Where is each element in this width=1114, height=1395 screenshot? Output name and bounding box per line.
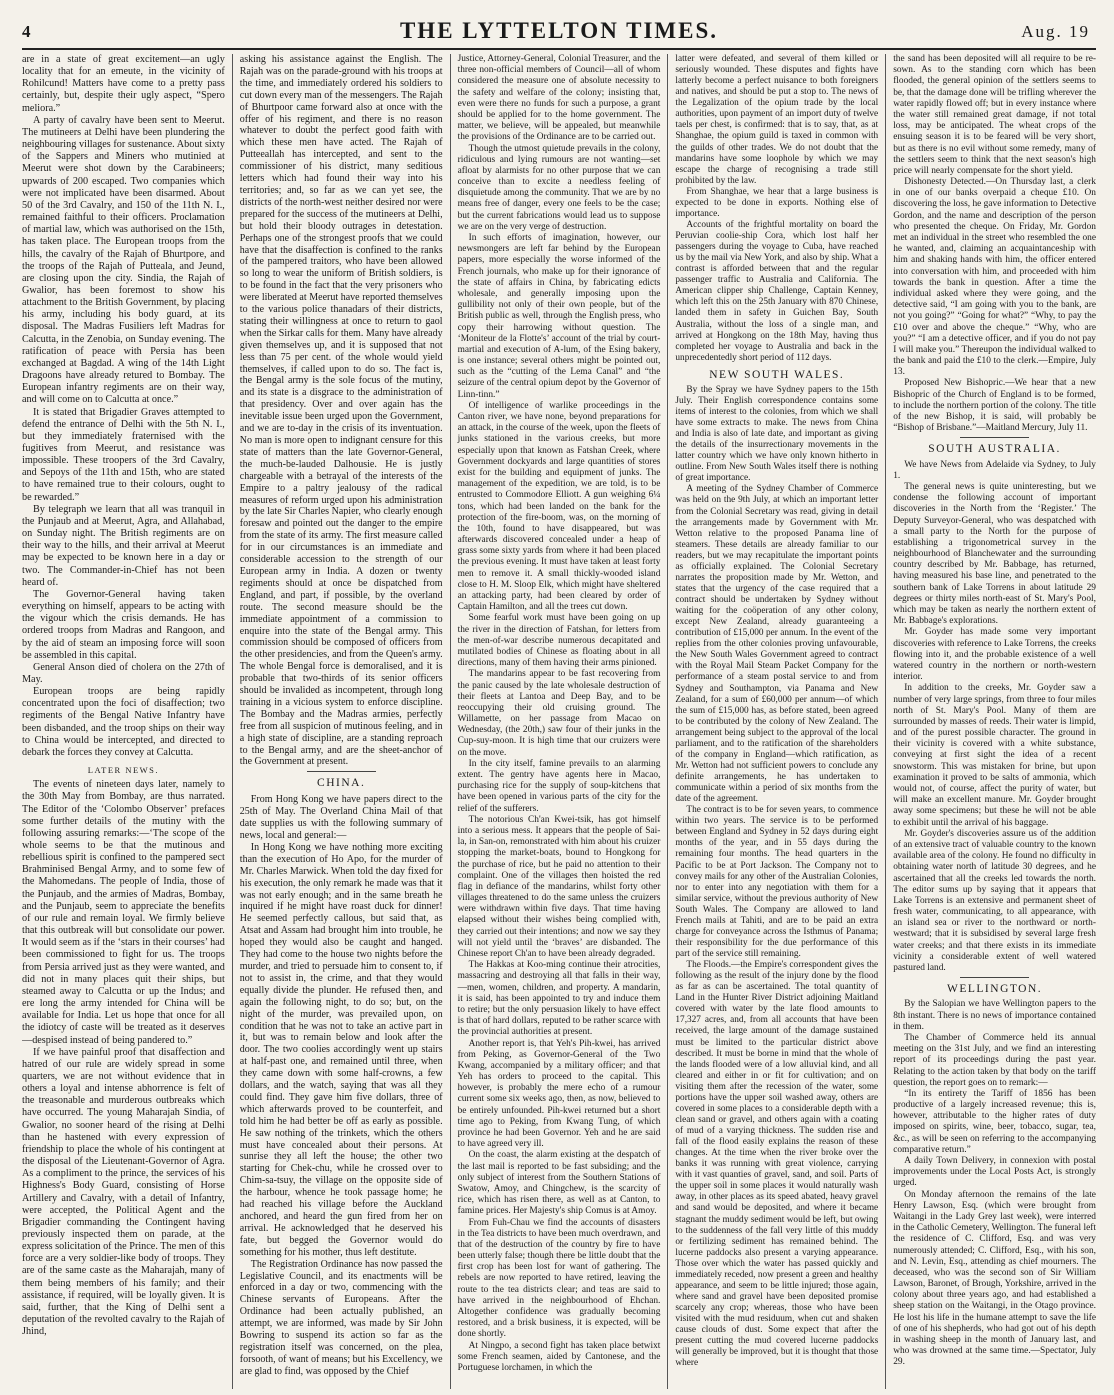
issue-date: Aug. 19 (1021, 22, 1090, 41)
article-paragraph: Dishonesty Detected.—On Thursday last, a clerk in one of our banks overpaid a cheque £10. On discovering the loss, he gave information to Detective Gordon, and the name and description of the person who presented the cheque. On Friday, Mr. Gordon met an individual in the street who resembled the one he wanted, and, claiming an acquaintanceship with him and shaking hands with him, the officer entered into conversation with him, and proceeded with him towards the bank in question. After a time the individual asked where they were going, and the detective said, “I am going with you to the bank, are not you going?” “Going for what?” “Why, to pay the £10 over and above the cheque.” “Why, who are you?” “I am a detective officer, and if you do not pay I will make you.” Thereupon the individual walked to the bank and paid the £10 to the clerk.—Empire, July 13. (893, 177, 1096, 378)
article-paragraph: Proposed New Bishopric.—We hear that a new Bishopric of the Church of England is to be formed, to include the northern portion of the colony. The title of the new Bishop, it is said, will probably be “Bishop of Brisbane.”—Maitland Mercury, July 11. (893, 378, 1096, 434)
article-paragraph: From Hong Kong we have papers direct to the 25th of May. The Overland China Mail of that date supplies us with the following summary of news, local and general:— (239, 794, 443, 841)
column-2 (232, 54, 450, 1389)
article-paragraph: In addition to the creeks, Mr. Goyder saw a number of very large springs, from three to four miles north of St. Mary's Pool. Many of them are surrounded by masses of reeds. Their water is limpid, and of the purest possible character. The ground in their vicinity is covered with a white substance, conveying at first sight the idea of a recent snowstorm. This was mistaken for brine, but upon examination it proved to be salts of ammonia, which would not, of course, affect the purity of water, but will make an excellent manure. Mr. Goyder brought away some specimens; but these he will not be able to exhibit until the arrival of his baggage. (893, 683, 1096, 828)
article-paragraph: Justice, Attorney-General, Colonial Treasurer, and the three non-official members of Council—all of whom considered the measure one of absolute necessity to the safety and welfare of the colony; insisting that, even were there no funds for such a purpose, a grant should be applied for to the home government. The matter, we believe, will be appealed, but meanwhile the provisions of the Ordinance are to be carried out. (457, 54, 661, 143)
article-paragraph: In Hong Kong we have nothing more exciting than the execution of Ho Apo, for the murder of Mr. Charles Marwick. When told the day fixed for his execution, the only remark he made was that it was not early enough; and in the same breath he inquired if he might have roast duck for dinner! He seemed perfectly callous, but said that, as Atsat and Assam had brought him into trouble, he hoped they would also be caught and hanged. They had come to the house two nights before the murder, and tried to persuade him to consent to, if not to assist in, the crime, and that they would equally divide the plunder. He refused then, and again the following night, to do so; but, on the night of the murder, was prevailed upon, on condition that he was not to take an active part in it, but was to remain below and look after the door. The two coolies accordingly went up stairs at half-past one, and remained until three, when they came down with some half-crowns, a few dollars, and the watch, saying that was all they could find. They gave him five dollars, three of which afterwards proved to be counterfeit, and told him he had better be off as early as possible. He saw nothing of the trinkets, which the others must have concealed about their persons. At sunrise they all left the house; the other two starting for Chek-chu, while he crossed over to Chim-sa-tsuy, the village on the opposite side of the harbour, whence he took passage home; he had reached his village before the Auckland anchored, and heard the gun fired from her on arrival. He acknowledged that he deserved his fate, but begged the Governor would do something for his mother, thus left destitute. (239, 841, 443, 1258)
section-divider (307, 771, 376, 772)
article-paragraph: We have News from Adelaide via Sydney, to July 1. (893, 459, 1096, 481)
article-paragraph: From Fuh-Chau we find the accounts of disasters in the Tea districts to have been much overdrawn, and that of the destruction of the country by fire to have been utterly false; though there be little doubt that the first crop has been lost for want of gathering. The rebels are now reported to have retired, leaving the route to the tea districts clear; and teas are said to have arrived in the neighbourhood of Ehchan. Altogether confidence was gradually becoming restored, and a brisk business, it is expected, will be done shortly. (457, 1217, 661, 1340)
article-paragraph: The Registration Ordinance has now passed the Legislative Council, and its enactments will be enforced in a day or two, commencing with the Chinese servants of Europeans. After the Ordinance had been actually published, an attempt, we are informed, was made by Sir John Bowring to suspend its action so far as the registration itself was concerned, on the plea, forsooth, of want of means; but his Excellency, we are glad to find, was opposed by the Chief (239, 1258, 443, 1377)
section-heading: CHINA. (317, 777, 366, 790)
article-paragraph: “In its entirety the Tariff of 1856 has been productive of a largely increased revenue; this is, however, attributable to the higher rates of duty imposed on spirits, wine, beer, tobacco, sugar, tea, &c., as will be seen on referring to the accompanying comparative return.” (893, 1088, 1096, 1155)
article-paragraph: Mr. Goyder's discoveries assure us of the addition of an extensive tract of valuable country to the known available area of the colony. He found no difficulty in obtaining water north of latitude 30 degrees, and he ascertained that all the creeks led towards the north. The editor sums up by saying that it appears that Lake Torrens is an extensive and permanent sheet of fresh water, communicating, to all appearance, with an island sea or river to the northward or north-westward; that it is subsidised by several large fresh water creeks; and that there exists in its immediate vicinity a considerable extent of well watered pastured land. (893, 828, 1096, 973)
article-paragraph: A daily Town Delivery, in connexion with postal improvements under the Local Posts Act, is strongly urged. (893, 1156, 1096, 1189)
article-paragraph: By telegraph we learn that all was tranquil in the Punjaub and at Meerut, Agra, and Allahabad, on Sunday night. The British regiments are on their way to the hills, and their arrival at Meerut may be expected to be known here in a day or two. The Commander-in-Chief has not been heard of. (22, 503, 225, 588)
article-paragraph: The Governor-General having taken everything on himself, appears to be acting with the vigour which the crisis demands. He has ordered troops from Madras and Rangoon, and by the aid of steam an imposing force will soon be assembled in this capital. (22, 588, 225, 661)
column-4 (667, 54, 885, 1389)
article-paragraph: Though the utmost quietude prevails in the colony, ridiculous and lying rumours are not wanting—set afloat by alarmists for no other purpose that we can conceive than to excite a needless feeling of disquietude among the community. That we are by no means free of danger, every one feels to be the case; but the current fabrications would lead us to suppose we are on the very verge of destruction. (457, 143, 661, 232)
article-paragraph: General Anson died of cholera on the 27th of May. (22, 661, 225, 685)
column-1 (22, 54, 232, 1389)
article-paragraph: A meeting of the Sydney Chamber of Commerce was held on the 9th July, at which an important letter from the Colonial Secretary was read, giving in detail the arrangements made by Government with Mr. Wetton relative to the proposed Panama line of steamers. These details are already familiar to our readers, but we may recapitulate the important points as officially explained. The Colonial Secretary narrates the proposition made by Mr. Wetton, and states that the urgency of the case required that a contract should be undertaken by Sydney without waiting for the coöperation of any other colony, except New Zealand, already guaranteeing a contribution of £15,000 per annum. In the event of the replies from the other colonies proving unfavourable, the New South Wales Government agreed to contract with the Royal Mail Steam Packet Company for the performance of a steam postal service to and from Sydney and Southampton, via Panama and New Zealand, for a sum of £60,000 per annum—of which the sum of £15,000 has, as before stated, been agreed to be contributed by the colony of New Zealand. The arrangement being subject to the approval of the local parliament, and to the ratification of the shareholders of the company in England—which ratification, as Mr. Wetton had not sufficient powers to conclude any definite arrangements, he has undertaken to communicate within a period of six months from the date of the agreement. (675, 484, 879, 805)
article-paragraph: Some fearful work must have been going on up the river in the direction of Fatshan, for letters from the men-of-war describe numerous decapitated and mutilated bodies of Chinese as floating about in all directions, many of them having their arms pinioned. (457, 613, 661, 669)
article-paragraph: The Hakkas at Koo-ming continue their atrocities, massacring and destroying all that falls in their way,—men, women, children, and property. A mandarin, it is said, has been appointed to try and induce them to retire; but the only persuasion likely to have effect is that of hard dollars, reputed to be rather scarce with the provincial authorities at present. (457, 960, 661, 1038)
article-paragraph: In the city itself, famine prevails to an alarming extent. The gentry have agents here in Macao, purchasing rice for the supply of soup-kitchens that have been opened in various parts of the city for the relief of the sufferers. (457, 758, 661, 814)
article-paragraph: The notorious Ch'an Kwei-tsik, has got himself into a serious mess. It appears that the people of Sai-la, in San-on, remonstrated with him about his cruizer stopping the market-boats, bound to Hongkong for the purchase of rice, but he paid no attention to their complaint. One of the villages then hoisted the red flag in defiance of the mandarins, whilst forty other villages threatened to do the same unless the cruizers were withdrawn within five days. That time having elapsed without their wishes being complied with, they carried out their intentions; and now we say they will not yield until the ‘braves’ are disbanded. The Chinese report Ch'an to have been already degraded. (457, 814, 661, 959)
column-3 (450, 54, 668, 1389)
article-paragraph: European troops are being rapidly concentrated upon the foci of disaffection; two regiments of the Bengal Native Infantry have been disbanded, and the troop ships on their way to China would be intercepted, and directed to debark the forces they convey at Calcutta. (22, 686, 225, 758)
newspaper-title: THE LYTTELTON TIMES. (399, 18, 719, 43)
article-paragraph: It is stated that Brigadier Graves attempted to defend the entrance of Delhi with the 5th N. I., but they immediately fraternised with the fugitives from Meerut, and resistance was impossible. These troopers of the 3rd Cavalry, and Sepoys of the 11th and 15th, who are stated to have remained true to their colours, ought to be rewarded.” (22, 406, 225, 503)
article-paragraph: latter were defeated, and several of them killed or seriously wounded. These disputes and fights have latterly become a perfect nuisance to both foreigners and natives, and should be put a stop to. The news of the Legalization of the opium trade by the local authorities, upon payment of an import duty of twelve taels per chest, is confirmed: that is to say, that, as at Shanghae, the opium guild is taxed in common with the guilds of other trades. We do not doubt that the mandarins have some loophole by which we may escape the charge of recognising a trade still prohibited by the law. (675, 54, 879, 186)
section-divider (960, 437, 1029, 438)
column-5 (885, 54, 1096, 1389)
article-paragraph: If we have painful proof that disaffection and hatred of our rule are widely spread in some quarters, we are not without evidence that in others a loyal and intense abhorrence is felt of the treasonable and murderous outbreaks which have occurred. The young Maharajah Sindia, of Gwalior, no sooner heard of the rising at Delhi than he hastened with every expression of friendship to place the whole of his contingent at the disposal of the Lieutenant-Governor of Agra. As a compliment to the prince, the services of his Highness's Body Guard, consisting of Horse Artillery and Cavalry, with a detail of Infantry, were accepted, the Political Agent and the Brigadier commanding the Contingent having previously inspected them on parade, at the express solicitation of the Prince. The men of this force are a very soldier-like body of troops. They are of the same caste as the Maharajah, many of them being members of his family; and their assistance, if required, will be loyally given. It is said, further, that the King of Delhi sent a deputation of the revolted cavalry to the Rajah of Jhind, (22, 1046, 225, 1338)
article-paragraph: The Chamber of Commerce held its annual meeting on the 31st July, and we find an interesting report of its proceedings during the past year. Relating to the action taken by that body on the tariff question, the report goes on to remark:— (893, 1032, 1096, 1088)
article-paragraph: are in a state of great excitement—an ugly locality that for an emeute, in the vicinity of Rohilcund! Matters have come to a pretty pass certainly, but, despite their ugly aspect, “Spero meliora.” (22, 54, 225, 114)
article-paragraph: Another report is, that Yeh's Pih-kwei, has arrived from Peking, as Governor-General of the Two Kwang, accompanied by a military officer; and that Yeh has orders to proceed to the capital. This however, is probably the mere echo of a rumour current some six weeks ago, then, as now, believed to be entirely unfounded. Pih-kwei returned but a short time ago to Peking, from Kwang Tung, of which province he had been Governor. Yeh and he are said to have agreed very ill. (457, 1038, 661, 1150)
section-heading: WELLINGTON. (947, 983, 1043, 996)
article-paragraph: By the Spray we have Sydney papers to the 15th July. Their English correspondence contains some items of interest to the colonies, from which we shall have some extracts to make. The news from China and India is also of late date, and important as giving the details of the insurrectionary movements in the latter country which we have only known hitherto in outline. From New South Wales itself there is nothing of great importance. (675, 384, 879, 484)
article-paragraph: On Monday afternoon the remains of the late Henry Lawson, Esq. (which were brought from Waitangi in the Lady Grey last week), were interred in the Catholic Cemetery, Wellington. The funeral left the residence of C. Clifford, Esq. and was very numerously attended; C. Clifford, Esq., with his son, and N. Levin, Esq., attending as chief mourners. The deceased, who was the second son of Sir William Lawson, Baronet, of Brough, Yorkshire, arrived in the colony about three years ago, and had established a sheep station on the Waitangi, in the Otago province. He lost his life in the humane attempt to save the life of one of his shepherds, who had got out of his depth in washing sheep in the month of January last, and who was drowned at the same time.—Spectator, July 29. (893, 1189, 1096, 1368)
article-paragraph: The mandarins appear to be fast recovering from the panic caused by the late wholesale destruction of their fleets at Lantoa and Deep Bay, and to be reoccupying their old cruising ground. The Willamette, on her passage from Macao on Wednesday, (the 20th,) saw four of their junks in the Cup-suy-moon. It is high time that our cruizers were on the move. (457, 669, 661, 758)
section-heading: NEW SOUTH WALES. (709, 368, 845, 381)
article-paragraph: From Shanghae, we hear that a large business is expected to be done in exports. Nothing else of importance. (675, 186, 879, 219)
article-paragraph: The events of nineteen days later, namely to the 30th May from Bombay, are thus narrated. The Editor of the ‘Colombo Observer’ prefaces some further details of the mutiny with the following assuring remarks:—‘The scope of the whole seems to be that the mutinous and rebellious spirit is confined to the pampered sect Brahminised Bengal Army, and to some few of the Mahomedans. The people of India, those of the Punjaub, and the armies of Madras, Bombay, and the Punjaub, seem to appreciate the benefits of our rule and remain loyal. We firmly believe that this outbreak will but consolidate our power. It would seem as if the ‘stars in their courses’ had been commissioned to fight for us. The troops from Persia arrived just as they were wanted, and did not in many places quit their ships, but steamed away to Calcutta or up the Indus; and ere long the army intended for China will be available for India. Let us hope that once for all the idiotcy of caste will be treated as it deserves—despised instead of being pandered to.” (22, 779, 225, 1046)
article-paragraph: asking his assistance against the English. The Rajah was on the parade-ground with his troops at the time, and immediately ordered his soldiers to cut down every man of the messengers. The Rajah of Bhurtpoor came forward also at once with the offer of his regiment, and there is no reason whatever to doubt the perfect good faith with which these men have acted. The Rajah of Putteeallah has intercepted, and sent to the commissioner of his district, many seditious letters which had found their way into his territories; and, so far as we can yet see, the districts of the north-west neither desired nor were prepared for the success of the mutineers at Delhi, but hold their bloody outrages in detestation. Perhaps one of the strongest proofs that we could have that the disaffection is confined to the ranks of the pampered traitors, who have been allowed so long to wear the uniform of British soldiers, is to be found in the fact that the very prisoners who were liberated at Meerut have reported themselves to the various police thanadars of their districts, stating their willingness at once to return to gaol when the Sirkar calls for them. Many have already given themselves up, and it is supposed that not less than 75 per cent. of the whole would yield themselves, if called upon to do so. The fact is, the Bengal army is the sole focus of the mutiny, and its state is a disgrace to the administration of that presidency. Over and over again has the inevitable issue been urged upon the Government, and we are to-day in the crisis of its inventuation. No man is more open to indignant censure for this state of matters than the late Governor-General, the much-be-lauded Dalhousie. He is justly chargeable with a betrayal of the interests of the Empire to a paltry jealousy of the radical measures of reform urged upon his administration by the late Sir Charles Napier, who clearly enough foresaw and pointed out the danger to the empire from the state of its army. The first measure called for in our circumstances is an immediate and considerable accession to the strength of our European army in India. A dozen or twenty regiments should at once be dispatched from England, and part, if possible, by the overland route. The second measure should be the immediate appointment of a commission to enquire into the state of the Bengal army. This commission should be composed of officers from the other presidencies, and from the Queen's army. The whole Bengal force is demoralised, and it is probable that two-thirds of its senior officers should be invalided as incompetent, through long training in a vicious system to enforce discipline. The Bombay and the Madras armies, perfectly free from all suspicion of mutinous feeling, and in a high state of discipline, are a standing reproach to the Bengal army, and are the sheet-anchor of the Government at present. (239, 54, 443, 768)
article-paragraph: A party of cavalry have been sent to Meerut. The mutineers at Delhi have been plundering the neighbouring villages for sustenance. About sixty of the Sappers and Miners who mutinied at Meerut were shot down by the Carabineers; upwards of 200 escaped. Two companies which were not implicated have been disarmed. About 50 of the 3rd Cavalry, and 150 of the 11th N. I., remained faithful to their officers. Proclamation of martial law, which was authorised on the 15th, has taken place. The European troops from the hills, the cavalry of the Rajah of Bhurtpore, and the troops of the Rajah of Putteala, and Jeund, are closing upon the city. Sindia, the Rajah of Gwalior, has been foremost to show his attachment to the British Government, by placing his army, including his body guard, at its disposal. The Madras Fusiliers left Madras for Calcutta, in the Zenobia, on Sunday evening. The ratification of peace with Persia has been exchanged at Bagdad. A wing of the 14th Light Dragoons have already retured to Bombay. The European infantry regiments are on their way, and will come on to Calcutta at once.” (22, 114, 225, 406)
article-paragraph: In such efforts of imagination, however, our newsmongers are left far behind by the European papers, more especially the worse informed of the French journals, who make up for their ignorance of the state of affairs in China, by fabricating edicts wholesale, and generally imposing upon the gullibility not only of their own people, but of the British public as well, through the English press, who copy their harrowing without question. The ‘Moniteur de la Flotte's’ account of the trial by court-martial and execution of A-lum, of the Esing bakery, is one instance; several others might be pointed out, such as the “cutting of the Lema Canal” and “the seizure of the central opium depot by the Governor of Linn-tinn.” (457, 233, 661, 400)
page-number: 4 (22, 22, 31, 41)
article-paragraph: Of intelligence of warlike proceedings in the Canton river, we have none, beyond preparations for an attack, in the course of the week, upon the fleets of junks stationed in the various creeks, but more especially upon that known as Fatshan Creek, where Government dockyards and large quantities of stores exist for the building and equipment of junks. The management of the expedition, we are told, is to be entrusted to Commodore Elliott. A gun weighing 6¼ tons, which had been landed on the bank for the protection of the fire-boom, was, on the morning of the 10th, found to have disappeared, but was afterwards discovered concealed under a heap of grass some sixty yards from where it had been placed the previous evening. It must have taken at least forty men to remove it. A small thickly-wooded island close to H. M. Sloop Elk, which might have sheltered an attacking party, had been cleared by order of Captain Hamilton, and all the trees cut down. (457, 400, 661, 613)
article-paragraph: The general news is quite uninteresting, but we condense the following account of important discoveries in the North from the ‘Register.’ The Deputy Surveyor-General, who was despatched with a small party to the North for the purpose of establishing a trigonometrical survey in the neighbourhood of Blanchewater and the surrounding country described by Mr. Babbage, has returned, having measured his base line, and penetrated to the southern bank of Lake Torrens in about latitude 29 degrees or thirty miles north-east of St. Mary's Pool, which may be taken as nearly the northern extent of Mr. Babbage's explorations. (893, 481, 1096, 627)
article-paragraph: The Floods.—the Empire's correspondent gives the following as the result of the injury done by the flood as far as can be ascertained. The total quantity of Land in the Hunter River District adjoining Maitland covered with water by the late flood amounts to 17,327 acres, and, from all accounts that have been received, the large amount of the damage sustained must be limited to the particular district above described. It must be borne in mind that the whole of the lands flooded were of a low alluvial kind, and all cleared and either in or fit for cultivation; and on visiting them after the recession of the water, some portions have the upper soil washed away, others are covered in some places to a considerable depth with a clean sand or gravel, and others again with a coating of mud of a varying thickness. The sudden rise and fall of the flood easily explains the reason of these changes. At the time when the river broke over the banks it was running with great violence, carrying with it vast quanties of gravel, sand, and soil. Parts of the upper soil in some places it would naturally wash away, in other places as its speed abated, heavy gravel and sand would be deposited, and where it became stagnant the muddy sediment would be left, but owing to the suddenness of the fall very little of this muddy or fertilizing sediment has remained behind. The lucerne paddocks also present a varying appearance. Those over which the water has passed quickly and immediately receded, now present a green and healthy appearance, and seem to be little injured; those again, where sand and gravel have been deposited promise scarcely any crop; whereas, those who have been visited with the mud residuum, when cut and shaken cause clouds of dust. Some expect that after the present cutting the mud covered lucerne paddocks will generally be improved, but it is thought that those where (675, 960, 879, 1369)
subsection-heading: LATER NEWS. (87, 765, 160, 776)
section-divider (960, 977, 1029, 978)
masthead (22, 14, 1096, 50)
article-paragraph: Accounts of the frightful mortality on board the Peruvian coolie-ship Cora, which lost half her passengers during the voyage to Cuba, have reached us by the mail via New York, and also by ship. What a contrast is afforded between that and the regular passenger traffic to Australia and California. The American clipper ship Challenge, Captain Kenney, which left this on the 25th January with 870 Chinese, landed them in safety in Guichen Bay, South Australia, without the loss of a single man, and arrived at Hongkong on the 18th May, having thus completed her voyage to Australia and back in the unprecedentedly short period of 112 days. (675, 219, 879, 363)
article-paragraph: At Ningpo, a second fight has taken place betwixt some French seamen, aided by Cantonese, and the Portuguese lorchamen, in which the (457, 1340, 661, 1373)
section-heading: SOUTH AUSTRALIA. (928, 443, 1061, 456)
article-paragraph: The contract is to be for seven years, to commence within two years. The service is to be performed between England and Sydney in 52 days during eight months of the year, and in 55 days during the remaining four months. The head quarters in the Pacific to be at Port Jackson. The Company not to convey mails for any other of the Australian Colonies, nor to enter into any negotiation with them for a similar service, without the previous authority of New South Wales. The Company are allowed to land French mails at Tahiti, and are to be paid an extra charge for conveyance across the Isthmus of Panama; their responsibility for the due performance of this part of the service still remaining. (675, 805, 879, 959)
article-paragraph: On the coast, the alarm existing at the despatch of the last mail is reported to be fast subsiding; and the only subject of interest from the Southern Stations of Swatow, Amoy, and Chingchew, is the scarcity of rice, which has risen there, as well as at Canton, to famine prices. Her Majesty's ship Comus is at Amoy. (457, 1150, 661, 1217)
article-paragraph: the sand has been deposited will all require to be re-sown. As to the standing corn which has been flooded, the general opinion of the settlers seems to be, that the damage done will be trifling wherever the water rapidly flowed off; but in every instance where the water still remained great damage, if not total loss, may be anticipated. The wheat crops of the ensuing season it is to be feared will be very short, but as there is no evil without some remedy, many of the settlers seem to think that the next season's high price will nearly compensate for the short yield. (893, 54, 1096, 176)
columns-container (22, 54, 1096, 1389)
article-paragraph: Mr. Goyder has made some very important discoveries with reference to Lake Torrens, the creeks flowing into it, and the probable existence of a well watered country in the northern or north-western interior. (893, 627, 1096, 683)
article-paragraph: By the Salopian we have Wellington papers to the 8th instant. There is no news of importance contained in them. (893, 999, 1096, 1032)
